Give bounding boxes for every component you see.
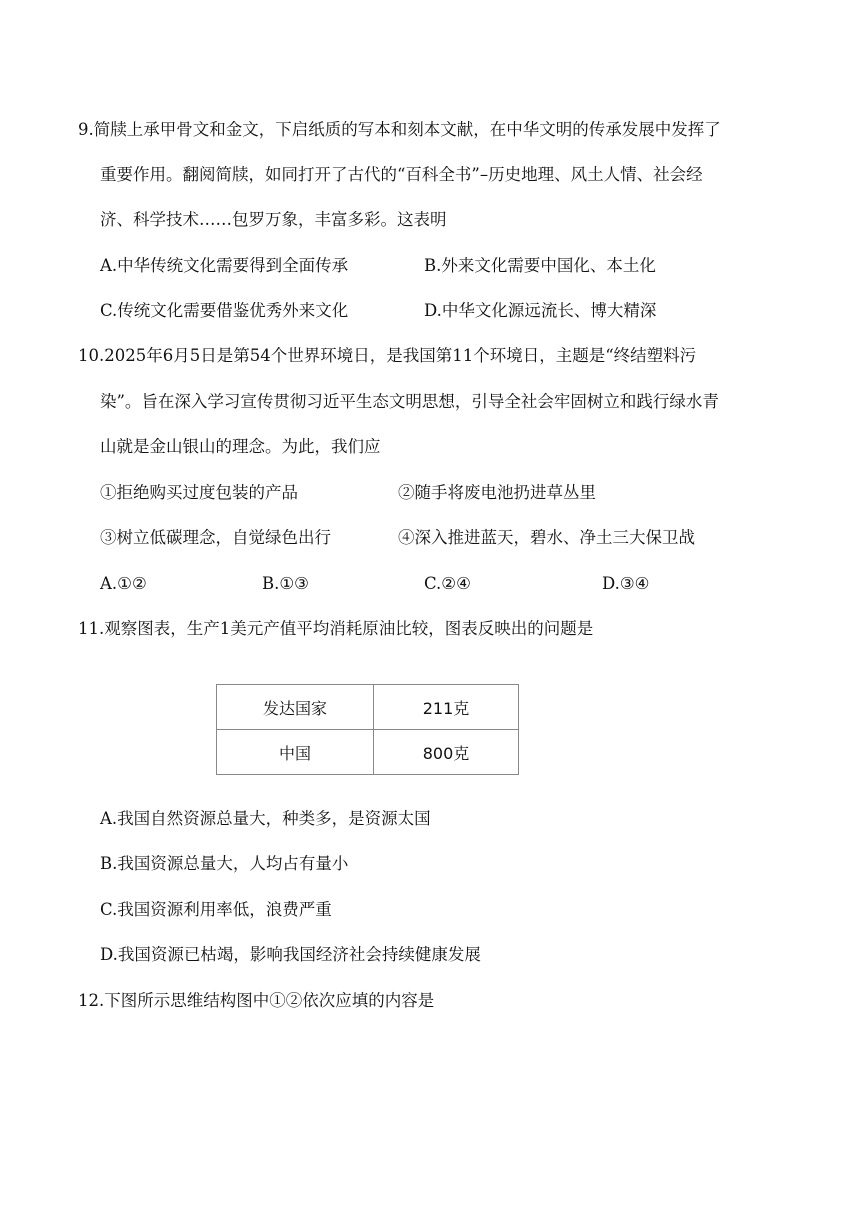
question-9-option-b: B.外来文化需要中国化、本土化 bbox=[424, 256, 656, 275]
question-11-option-a: A.我国自然资源总量大，种类多，是资源太国 bbox=[100, 809, 431, 828]
table-cell: 211克 bbox=[374, 685, 519, 730]
question-11-line-1: 11.观察图表，生产1美元产值平均消耗原油比较，图表反映出的问题是 bbox=[78, 619, 594, 638]
question-9-option-a: A.中华传统文化需要得到全面传承 bbox=[100, 256, 349, 275]
question-10-line-2: 染”。旨在深入学习宣传贯彻习近平生态文明思想，引导全社会牢固树立和践行绿水青 bbox=[100, 392, 719, 411]
question-10-option-b: B.①③ bbox=[262, 574, 309, 593]
question-11-option-c: C.我国资源利用率低，浪费严重 bbox=[100, 900, 332, 919]
question-10-statement-3: ③树立低碳理念，自觉绿色出行 bbox=[100, 528, 331, 547]
question-9-line-3: 济、科学技术……包罗万象，丰富多彩。这表明 bbox=[100, 210, 447, 229]
question-11-option-b: B.我国资源总量大，人均占有量小 bbox=[100, 854, 349, 873]
question-10-option-d: D.③④ bbox=[602, 574, 650, 593]
question-9-line-1: 9.简牍上承甲骨文和金文，下启纸质的写本和刻本文献，在中华文明的传承发展中发挥了 bbox=[78, 120, 721, 139]
question-9-option-d: D.中华文化源远流长、博大精深 bbox=[424, 301, 657, 320]
question-10-line-3: 山就是金山银山的理念。为此，我们应 bbox=[100, 437, 381, 456]
question-10-option-a: A.①② bbox=[100, 574, 147, 593]
table-row bbox=[217, 685, 519, 730]
question-10-statement-4: ④深入推进蓝天，碧水、净土三大保卫战 bbox=[398, 528, 695, 547]
table-cell: 800克 bbox=[374, 730, 519, 775]
question-9-line-2: 重要作用。翻阅简牍，如同打开了古代的“百科全书”–历史地理、风土人情、社会经 bbox=[100, 165, 703, 184]
oil-consumption-table bbox=[216, 684, 519, 775]
question-10-statement-1: ①拒绝购买过度包装的产品 bbox=[100, 483, 298, 502]
table-cell: 中国 bbox=[217, 730, 374, 775]
question-11-option-d: D.我国资源已枯竭，影响我国经济社会持续健康发展 bbox=[100, 945, 481, 964]
question-10-line-1: 10.2025年6月5日是第54个世界环境日，是我国第11个环境日，主题是“终结塑料污 bbox=[78, 346, 697, 365]
question-10-statement-2: ②随手将废电池扔进草丛里 bbox=[398, 483, 596, 502]
question-12-line-1: 12.下图所示思维结构图中①②依次应填的内容是 bbox=[78, 991, 435, 1010]
question-9-option-c: C.传统文化需要借鉴优秀外来文化 bbox=[100, 301, 349, 320]
table-cell: 发达国家 bbox=[217, 685, 374, 730]
question-10-option-c: C.②④ bbox=[424, 574, 471, 593]
table-row bbox=[217, 730, 519, 775]
